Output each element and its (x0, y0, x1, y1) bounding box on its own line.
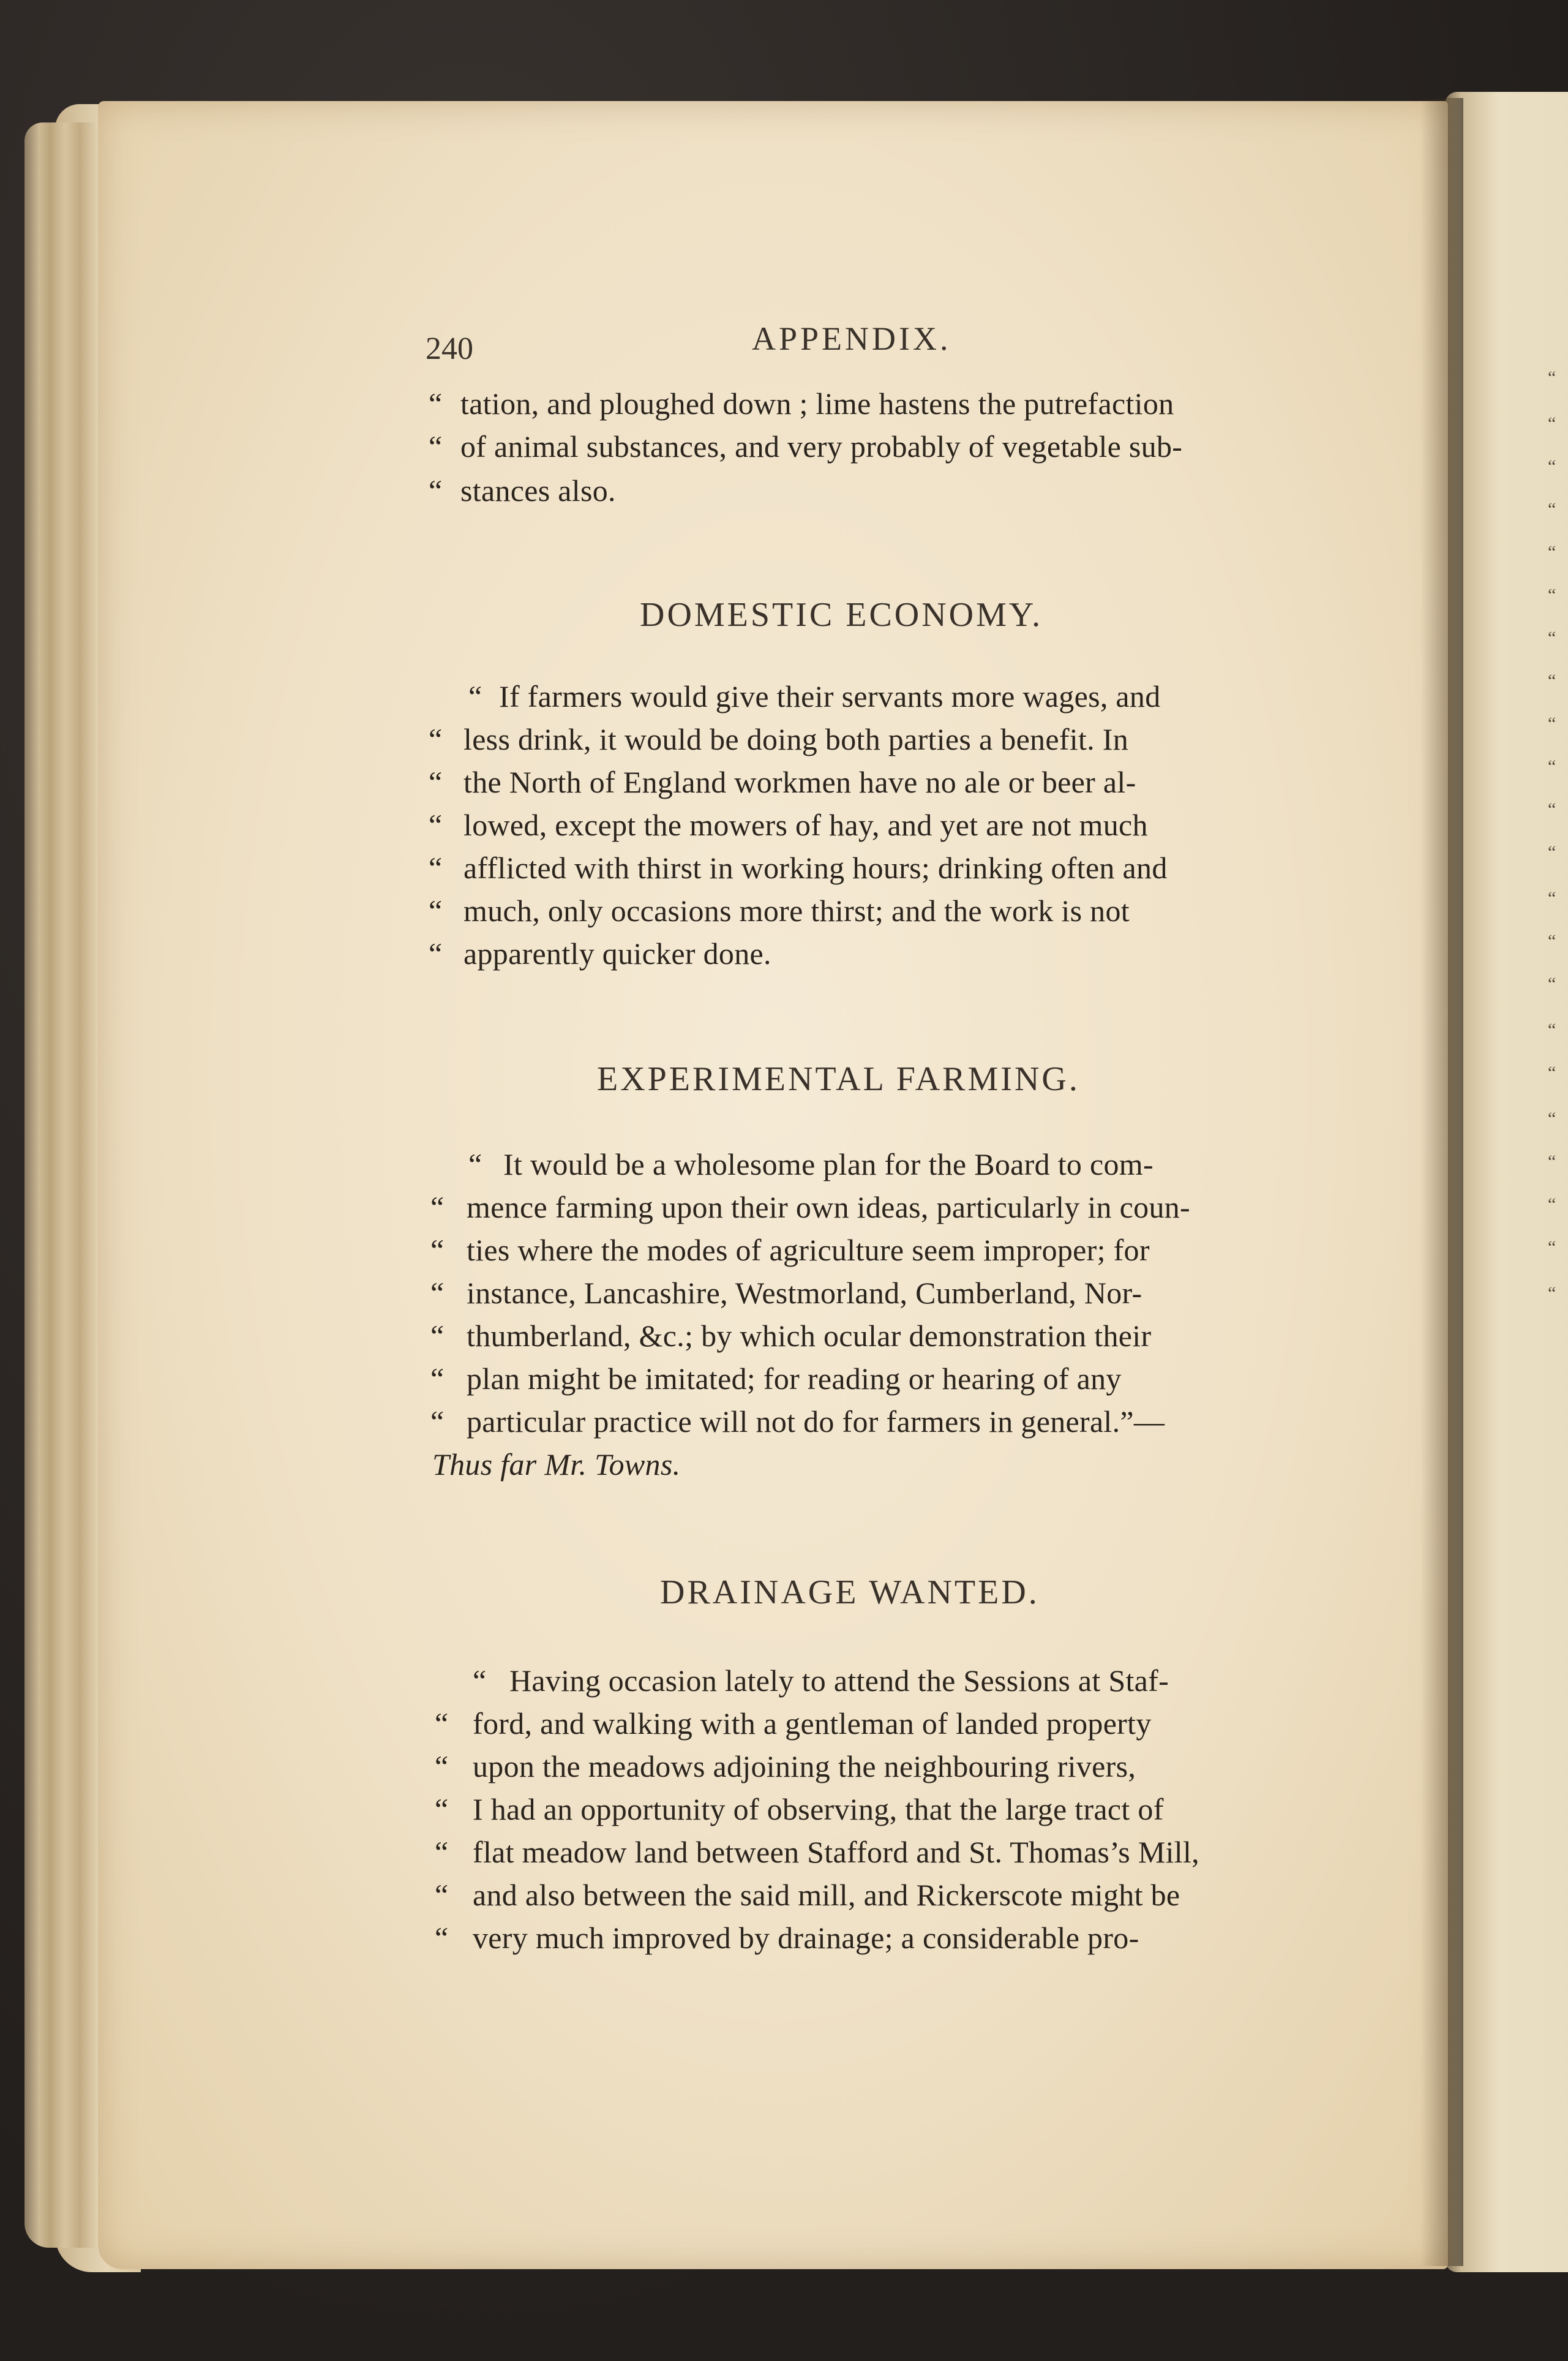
text-line: less drink, it would be doing both parties a benefit. In (463, 722, 1129, 756)
facing-quote-mark: “ (1548, 1020, 1556, 1040)
quote-mark: “ (429, 765, 443, 799)
running-title: APPENDIX. (752, 320, 951, 357)
text-line: thumberland, &c.; by which ocular demonstration their (467, 1319, 1152, 1353)
text-line: It would be a wholesome plan for the Board to com- (503, 1147, 1153, 1181)
facing-quote-mark: “ (1548, 1063, 1556, 1083)
quote-mark: “ (429, 851, 443, 885)
text-line: and also between the said mill, and Rickerscote might be (473, 1878, 1180, 1912)
gutter-shadow (1420, 98, 1463, 2266)
quote-mark: “ (429, 808, 443, 842)
facing-quote-mark: “ (1548, 1194, 1556, 1214)
section-heading: DRAINAGE WANTED. (660, 1573, 1040, 1611)
signature: Thus far Mr. Towns. (432, 1447, 681, 1482)
facing-quote-mark: “ (1548, 542, 1556, 562)
quote-mark: “ (435, 1792, 449, 1826)
quote-mark: “ (473, 1663, 487, 1698)
text-line: flat meadow land between Stafford and St. Thomas’s Mill, (473, 1835, 1199, 1869)
quote-mark: “ (429, 473, 443, 508)
quote-mark: “ (430, 1233, 445, 1267)
text-line: I had an opportunity of observing, that the large tract of (473, 1792, 1164, 1826)
text-line: plan might be imitated; for reading or hearing of any (467, 1361, 1122, 1396)
facing-quote-mark: “ (1548, 974, 1556, 994)
quote-mark: “ (468, 679, 482, 714)
facing-quote-mark: “ (1548, 1237, 1556, 1257)
quote-mark: “ (429, 722, 443, 756)
text-line: stances also. (460, 473, 616, 508)
facing-quote-mark: “ (1548, 367, 1556, 388)
facing-quote-mark: “ (1548, 413, 1556, 434)
text-line: mence farming upon their own ideas, particularly in coun- (467, 1190, 1190, 1224)
text-line: If farmers would give their servants more wages, and (499, 679, 1161, 714)
quote-mark: “ (435, 1749, 449, 1783)
text-line: afflicted with thirst in working hours; drinking often and (463, 851, 1168, 885)
facing-quote-mark: “ (1548, 714, 1556, 734)
facing-quote-mark: “ (1548, 799, 1556, 819)
facing-quote-mark: “ (1548, 1109, 1556, 1129)
quote-mark: “ (429, 936, 443, 971)
text-line: apparently quicker done. (463, 936, 771, 971)
quote-mark: “ (430, 1319, 445, 1353)
text-line: the North of England workmen have no ale or beer al- (463, 765, 1136, 799)
text-line: ties where the modes of agriculture seem improper; for (467, 1233, 1150, 1267)
text-line: upon the meadows adjoining the neighbouring rivers, (473, 1749, 1136, 1783)
text-line: instance, Lancashire, Westmorland, Cumberland, Nor- (467, 1276, 1142, 1310)
quote-mark: “ (468, 1147, 482, 1181)
text-line: much, only occasions more thirst; and the work is not (463, 894, 1130, 928)
quote-mark: “ (430, 1190, 445, 1224)
section-heading: DOMESTIC ECONOMY. (640, 596, 1043, 634)
page-edges-front (24, 122, 98, 2248)
quote-mark: “ (430, 1404, 445, 1439)
facing-quote-mark: “ (1548, 671, 1556, 691)
text-line: of animal substances, and very probably of vegetable sub- (460, 429, 1183, 464)
text-line: lowed, except the mowers of hay, and yet are not much (463, 808, 1148, 842)
page-number: 240 (426, 331, 473, 366)
text-line: particular practice will not do for farmers in general.”— (467, 1404, 1165, 1439)
text-line: very much improved by drainage; a considerable pro- (473, 1921, 1139, 1955)
facing-quote-mark: “ (1548, 499, 1556, 519)
quote-mark: “ (435, 1878, 449, 1912)
text-line: tation, and ploughed down ; lime hastens the putrefaction (460, 386, 1174, 421)
quote-mark: “ (435, 1706, 449, 1741)
quote-mark: “ (429, 386, 443, 421)
facing-quote-mark: “ (1548, 756, 1556, 777)
quote-mark: “ (435, 1921, 449, 1955)
text-line: Having occasion lately to attend the Sessions at Staf- (509, 1663, 1169, 1698)
quote-mark: “ (430, 1361, 445, 1396)
facing-quote-mark: “ (1548, 585, 1556, 605)
quote-mark: “ (435, 1835, 449, 1869)
facing-quote-mark: “ (1548, 456, 1556, 476)
text-line: ford, and walking with a gentleman of landed property (473, 1706, 1152, 1741)
section-heading: EXPERIMENTAL FARMING. (597, 1060, 1080, 1098)
facing-quote-mark: “ (1548, 1151, 1556, 1172)
facing-quote-mark: “ (1548, 842, 1556, 862)
facing-quote-mark: “ (1548, 628, 1556, 648)
facing-quote-mark: “ (1548, 931, 1556, 951)
quote-mark: “ (429, 894, 443, 928)
facing-quote-mark: “ (1548, 888, 1556, 908)
quote-mark: “ (430, 1276, 445, 1310)
quote-mark: “ (429, 429, 443, 464)
facing-quote-mark: “ (1548, 1283, 1556, 1303)
